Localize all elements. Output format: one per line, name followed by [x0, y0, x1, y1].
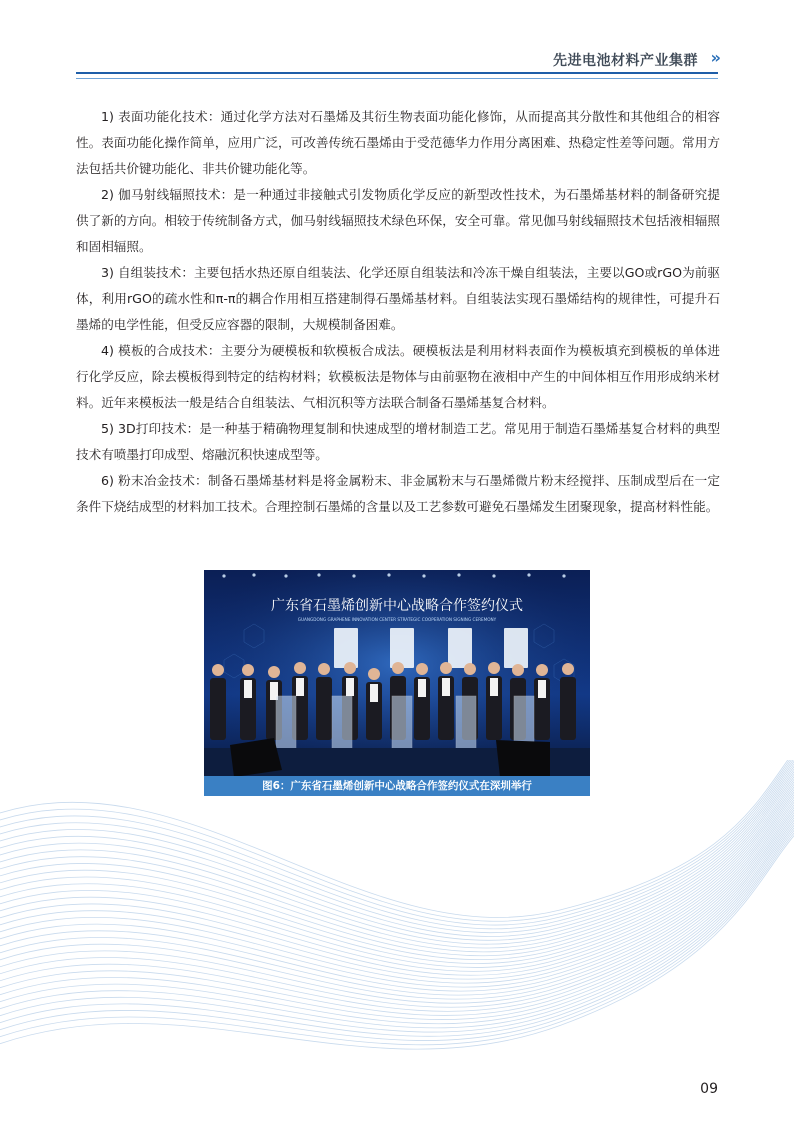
decorative-wave-lines: [0, 760, 794, 1123]
paragraph-3d-printing: 5) 3D打印技术：是一种基于精确物理复制和快速成型的增材制造工艺。常见用于制造石墨烯基复合材料的典型技术有喷墨打印成型、熔融沉积快速成型等。: [76, 421, 720, 462]
signing-ceremony-photo: [204, 570, 590, 777]
page-number: 09: [700, 1081, 718, 1097]
stage-banner-title: 广东省石墨烯创新中心战略合作签约仪式: [271, 598, 523, 614]
paragraph-surface-functionalization: 1) 表面功能化技术：通过化学方法对石墨烯及其衍生物表面功能化修饰，从而提高其分散性和其他组合的相容性。表面功能化操作简单，应用广泛，可改善传统石墨烯由于受范德华力作用分离困难、热稳定性差等问题。常用方法包括共价键功能化、非共价键功能化等。: [76, 109, 720, 176]
wave-line: [0, 760, 794, 967]
wave-line: [0, 760, 794, 925]
paragraph-gamma-irradiation: 2) 伽马射线辐照技术：是一种通过非接触式引发物质化学反应的新型改性技术，为石墨烯基材料的制备研究提供了新的方向。相较于传统制备方式，伽马射线辐照技术绿色环保，安全可靠。常见伽马射线辐照技术包括液相辐照和固相辐照。: [76, 187, 720, 254]
wave-line: [0, 810, 794, 1045]
header-rule: [76, 72, 718, 74]
figure-caption: 图6：广东省石墨烯创新中心战略合作签约仪式在深圳举行: [204, 776, 590, 796]
wave-line: [0, 760, 794, 956]
header-rule-thin: [76, 78, 718, 79]
double-chevron-right-icon: »: [710, 48, 718, 67]
running-header-title: 先进电池材料产业集群: [553, 53, 698, 69]
wave-line: [0, 760, 794, 933]
paragraph-self-assembly: 3) 自组装技术：主要包括水热还原自组装法、化学还原自组装法和冷冻干燥自组装法，主要以GO或rGO为前驱体，利用rGO的疏水性和π-π的耦合作用相互搭建制得石墨烯基材料。自组装法实现石墨烯结构的规律性，可提升石墨烯的电学性能，但受反应容器的限制，大规模制备困难。: [76, 265, 720, 332]
wave-line: [0, 760, 794, 960]
paragraph-powder-metallurgy: 6) 粉末冶金技术：制备石墨烯基材料是将金属粉末、非金属粉末与石墨烯微片粉末经搅拌、压制成型后在一定条件下烧结成型的材料加工技术。合理控制石墨烯的含量以及工艺参数可避免石墨烯发生团聚现象，提高材料性能。: [76, 473, 720, 514]
paragraph-template-synthesis: 4) 模板的合成技术：主要分为硬模板和软模板合成法。硬模板法是利用材料表面作为模板填充到模板的单体进行化学反应，除去模板得到特定的结构材料；软模板法是物体与由前驱物在液相中产生的中间体相互作用形成纳米材料。近年来模板法一般是结合自组装法、气相沉积等方法联合制备石墨烯基复合材料。: [76, 343, 720, 410]
body-text: [76, 104, 720, 520]
wave-line: [0, 760, 794, 929]
wave-line: [0, 760, 794, 952]
wave-line: [0, 796, 794, 1024]
wave-line: [0, 779, 794, 999]
stage-banner-subtitle: GUANGDONG GRAPHENE INNOVATION CENTER STRATEGIC COOPERATION SIGNING CEREMONY: [297, 617, 497, 622]
wave-line: [0, 760, 794, 921]
